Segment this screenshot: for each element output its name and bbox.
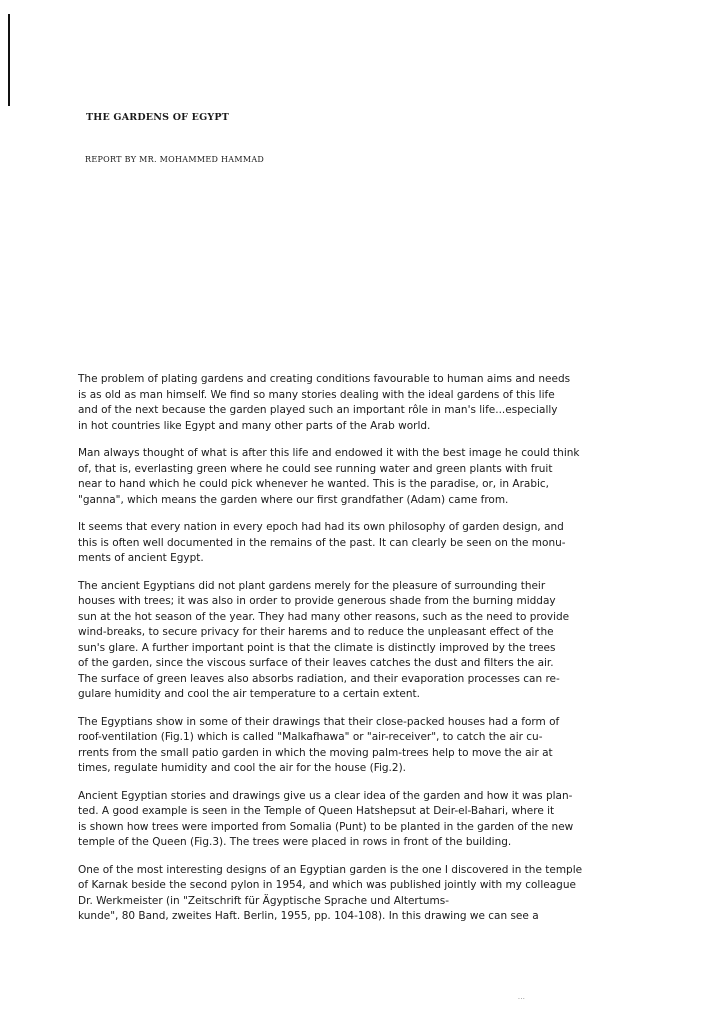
- text-line: "ganna", which means the garden where our first grandfather (Adam) came from.: [78, 493, 509, 506]
- footer-stamp: ...: [518, 994, 526, 1001]
- text-line: ments of ancient Egypt.: [78, 552, 204, 564]
- text-line: The ancient Egyptians did not plant gardens merely for the pleasure of surrounding their: [78, 579, 546, 592]
- margin-rule: [8, 14, 10, 106]
- paragraph-1: [78, 372, 652, 434]
- text-line: of the garden, since the viscous surface of their leaves catches the dust and filters the air.: [78, 657, 554, 669]
- text-line: in hot countries like Egypt and many other parts of the Arab world.: [78, 419, 431, 432]
- report-byline: REPORT BY MR. MOHAMMED HAMMAD: [85, 155, 265, 164]
- text-line: of Karnak beside the second pylon in 1954, and which was published jointly with my colleague: [78, 879, 576, 891]
- text-line: It seems that every nation in every epoch had had its own philosophy of garden design, and: [78, 521, 564, 533]
- paragraph-3: [78, 520, 652, 567]
- text-line: sun's glare. A further important point is that the climate is distinctly improved by the trees: [78, 641, 556, 654]
- text-line: is as old as man himself. We find so many stories dealing with the ideal gardens of this life: [78, 388, 555, 401]
- text-line: near to hand which he could pick whenever he wanted. This is the paradise, or, in Arabic,: [78, 478, 550, 490]
- text-line: The surface of green leaves also absorbs radiation, and their evaporation processes can re-: [78, 672, 560, 685]
- paragraph-6: [78, 789, 652, 851]
- text-line: Man always thought of what is after this life and endowed it with the best image he could think: [78, 447, 580, 459]
- text-line: ted. A good example is seen in the Temple of Queen Hatshepsut at Deir-el-Bahari, where it: [78, 805, 555, 817]
- text-line: of, that is, everlasting green where he could see running water and green plants with fruit: [78, 462, 553, 475]
- text-line: Dr. Werkmeister (in "Zeitschrift für Ägyptische Sprache und Altertums-: [78, 894, 450, 907]
- text-line: kunde", 80 Band, zweites Haft. Berlin, 1955, pp. 104-108). In this drawing we can see a: [78, 910, 539, 922]
- text-line: rrents from the small patio garden in which the moving palm-trees help to move the air at: [78, 746, 553, 759]
- text-line: and of the next because the garden played such an important rôle in man's life...especially: [78, 404, 558, 416]
- text-line: Ancient Egyptian stories and drawings give us a clear idea of the garden and how it was plan-: [78, 789, 573, 802]
- paragraph-5: [78, 715, 652, 777]
- text-line: The problem of plating gardens and creating conditions favourable to human aims and needs: [78, 373, 571, 385]
- document-title: THE GARDENS OF EGYPT: [86, 112, 229, 123]
- text-line: gulare humidity and cool the air temperature to a certain extent.: [78, 688, 420, 700]
- text-line: The Egyptians show in some of their drawings that their close-packed houses had a form of: [78, 715, 560, 728]
- text-line: sun at the hot season of the year. They had many other reasons, such as the need to provide: [78, 610, 570, 623]
- text-line: houses with trees; it was also in order to provide generous shade from the burning midday: [78, 595, 556, 607]
- text-line: is shown how trees were imported from Somalia (Punt) to be planted in the garden of the new: [78, 820, 574, 833]
- text-line: this is often well documented in the remains of the past. It can clearly be seen on the monu-: [78, 536, 566, 549]
- text-line: times, regulate humidity and cool the air for the house (Fig.2).: [78, 762, 407, 774]
- paragraph-4: [78, 579, 652, 703]
- text-line: wind-breaks, to secure privacy for their harems and to reduce the unpleasant effect of the: [78, 626, 554, 638]
- paragraph-2: [78, 446, 652, 508]
- text-line: One of the most interesting designs of an Egyptian garden is the one I discovered in the temple: [78, 863, 583, 876]
- body-text: [78, 372, 652, 937]
- text-line: temple of the Queen (Fig.3). The trees were placed in rows in front of the building.: [78, 836, 512, 848]
- text-line: roof-ventilation (Fig.1) which is called "Malkafhawa" or "air-receiver", to catch the air cu-: [78, 731, 543, 743]
- paragraph-7: [78, 863, 652, 925]
